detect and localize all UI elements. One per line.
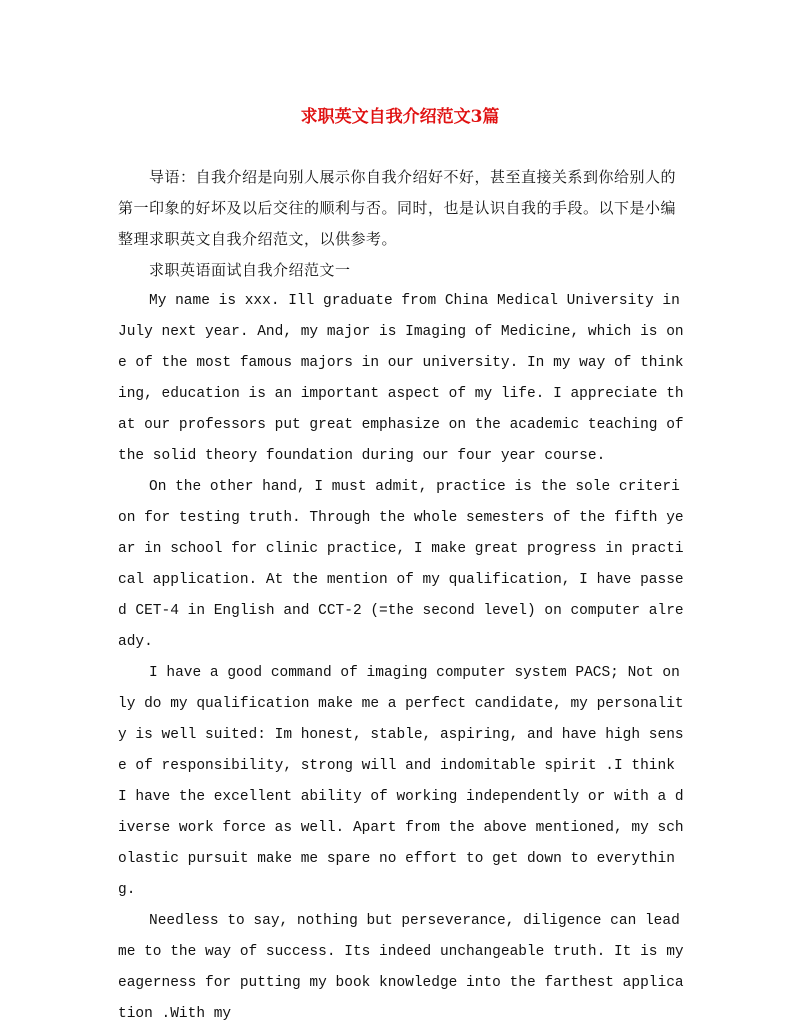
body-paragraph-4: Needless to say, nothing but perseverance, diligence can lead me to the way of success. Its indeed unchangeable truth. It is my eagerness for putting my book knowledge into the farthest application .With my [118,913,684,1022]
body-paragraph-1: My name is xxx. Ill graduate from China Medical University in July next year. And, my major is Imaging of Medicine, which is one of the most famous majors in our university. In my way of thinking, education is an important aspect of my life. I appreciate that our professors put great emphasize on the academic teaching of the solid theory foundation during our four year course. [118,293,684,464]
body-paragraph-2: On the other hand, I must admit, practice is the sole criterion for testing truth. Through the whole semesters of the fifth year in school for clinic practice, I make great progress in practical application. At the mention of my qualification, I have passed CET-4 in English and CCT-2 (=the second level) on computer already. [118,479,684,650]
body-paragraph-3: I have a good command of imaging computer system PACS; Not only do my qualification make me a perfect candidate, my personality is well suited: Im honest, stable, aspiring, and have high sense of responsibility, strong will and indomitable spirit .I think I have the excellent ability of working independently or with a diverse work force as well. Apart from the above mentioned, my scholastic pursuit make me spare no effort to get down to everything. [118,665,684,898]
section-heading: 求职英语面试自我介绍范文一 [149,261,351,279]
document-body [118,162,684,1030]
document-title: 求职英文自我介绍范文3篇 [300,107,500,127]
intro-paragraph: 导语：自我介绍是向别人展示你自我介绍好不好，甚至直接关系到你给别人的第一印象的好坏及以后交往的顺利与否。同时，也是认识自我的手段。以下是小编整理求职英文自我介绍范文，以供参考。 [118,168,677,248]
